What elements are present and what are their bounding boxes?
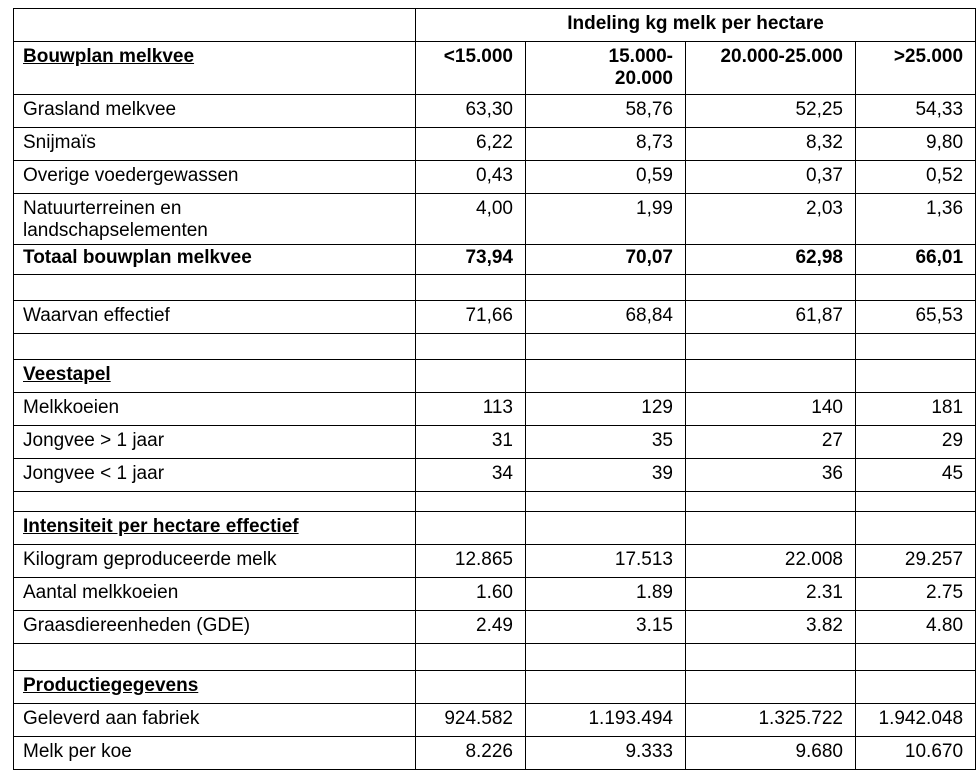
cell-value: 27 [686,426,856,459]
column-header-lt15000: <15.000 [416,42,526,95]
cell-value: 0,52 [856,161,976,194]
section-row [14,360,976,393]
cell-value: 73,94 [416,245,526,275]
cell-value: 129 [526,393,686,426]
cell-value: 2.49 [416,611,526,644]
cell-value: 12.865 [416,545,526,578]
cell-value: 2,03 [686,194,856,245]
cell-value: 8,32 [686,128,856,161]
table-row [14,161,976,194]
table-row [14,578,976,611]
empty-cell [686,360,856,393]
empty-cell [686,492,856,512]
group-header: Indeling kg melk per hectare [416,9,976,42]
column-header-bouwplan: Bouwplan melkvee [14,42,416,95]
section-title-intensiteit: Intensiteit per hectare effectief [14,512,416,545]
cell-value: 62,98 [686,245,856,275]
cell-value: 4,00 [416,194,526,245]
table-row [14,301,976,334]
cell-value: 17.513 [526,545,686,578]
cell-value: 924.582 [416,704,526,737]
cell-value: 1.89 [526,578,686,611]
empty-cell [526,644,686,671]
section-title-productiegegevens: Productiegegevens [14,671,416,704]
empty-cell [416,644,526,671]
row-label: Melkkoeien [14,393,416,426]
cell-value: 6,22 [416,128,526,161]
row-label: Totaal bouwplan melkvee [14,245,416,275]
cell-value: 31 [416,426,526,459]
empty-cell [14,492,416,512]
spacer-row [14,334,976,360]
empty-cell [686,671,856,704]
table-row-total [14,245,976,275]
table-row [14,426,976,459]
spacer-row [14,644,976,671]
cell-value: 181 [856,393,976,426]
cell-value: 9.333 [526,737,686,770]
cell-value: 2.31 [686,578,856,611]
cell-value: 9.680 [686,737,856,770]
empty-cell [526,671,686,704]
cell-value: 1.942.048 [856,704,976,737]
empty-cell [686,275,856,301]
empty-cell [526,512,686,545]
empty-cell [856,644,976,671]
cell-value: 58,76 [526,95,686,128]
cell-value: 4.80 [856,611,976,644]
empty-cell [416,512,526,545]
table-row [14,194,976,245]
cell-value: 1,36 [856,194,976,245]
empty-cell [856,512,976,545]
cell-value: 1.60 [416,578,526,611]
empty-cell [856,275,976,301]
empty-cell [416,671,526,704]
cell-value: 65,53 [856,301,976,334]
empty-cell [686,512,856,545]
row-label: Grasland melkvee [14,95,416,128]
cell-value: 35 [526,426,686,459]
empty-cell [686,334,856,360]
row-label: Natuurterreinen en landschapselementen [14,194,416,245]
cell-value: 29.257 [856,545,976,578]
column-header-20000-25000: 20.000-25.000 [686,42,856,95]
cell-value: 3.15 [526,611,686,644]
cell-value: 66,01 [856,245,976,275]
cell-value: 54,33 [856,95,976,128]
empty-cell [416,275,526,301]
cell-value: 1.193.494 [526,704,686,737]
cell-value: 61,87 [686,301,856,334]
cell-value: 0,43 [416,161,526,194]
empty-cell [526,360,686,393]
table-row [14,393,976,426]
spacer-row [14,275,976,301]
cell-value: 71,66 [416,301,526,334]
table-row [14,704,976,737]
cell-value: 70,07 [526,245,686,275]
empty-cell [686,644,856,671]
table-row [14,611,976,644]
section-row [14,671,976,704]
cell-value: 34 [416,459,526,492]
empty-cell [526,334,686,360]
empty-cell [14,275,416,301]
row-label: Geleverd aan fabriek [14,704,416,737]
table-row [14,459,976,492]
cell-value: 1,99 [526,194,686,245]
spacer-row [14,492,976,512]
empty-cell [856,671,976,704]
cell-value: 45 [856,459,976,492]
cell-value: 3.82 [686,611,856,644]
cell-value: 29 [856,426,976,459]
row-label: Overige voedergewassen [14,161,416,194]
column-header-15000-20000: 15.000- 20.000 [526,42,686,95]
section-title-veestapel: Veestapel [14,360,416,393]
row-label: Aantal melkkoeien [14,578,416,611]
cell-value: 8.226 [416,737,526,770]
cell-value: 39 [526,459,686,492]
cell-value: 36 [686,459,856,492]
empty-cell [526,275,686,301]
column-header-gt25000: >25.000 [856,42,976,95]
cell-value: 0,37 [686,161,856,194]
cell-value: 0,59 [526,161,686,194]
row-label: Kilogram geproduceerde melk [14,545,416,578]
cell-value: 2.75 [856,578,976,611]
table-row [14,545,976,578]
row-label: Snijmaïs [14,128,416,161]
row-label: Waarvan effectief [14,301,416,334]
cell-value: 52,25 [686,95,856,128]
cell-value: 1.325.722 [686,704,856,737]
cell-value: 68,84 [526,301,686,334]
cell-value: 22.008 [686,545,856,578]
table-row [14,128,976,161]
row-label: Jongvee > 1 jaar [14,426,416,459]
blank-corner-cell [14,9,416,42]
cell-value: 8,73 [526,128,686,161]
table-row [14,95,976,128]
row-label: Jongvee < 1 jaar [14,459,416,492]
empty-cell [856,334,976,360]
cell-value: 63,30 [416,95,526,128]
cell-value: 10.670 [856,737,976,770]
cell-value: 113 [416,393,526,426]
empty-cell [14,334,416,360]
empty-cell [14,644,416,671]
empty-cell [416,334,526,360]
empty-cell [856,492,976,512]
cell-value: 9,80 [856,128,976,161]
empty-cell [416,360,526,393]
cell-value: 140 [686,393,856,426]
data-table [13,8,976,770]
empty-cell [526,492,686,512]
table-row [14,737,976,770]
empty-cell [416,492,526,512]
row-label: Melk per koe [14,737,416,770]
row-label: Graasdiereenheden (GDE) [14,611,416,644]
empty-cell [856,360,976,393]
section-row [14,512,976,545]
